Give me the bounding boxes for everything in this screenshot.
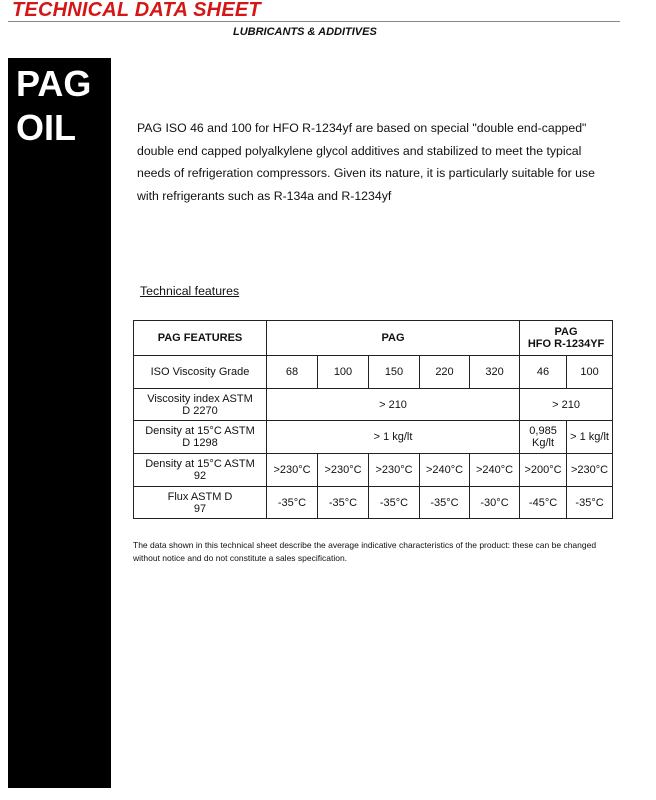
row-label [134, 421, 267, 454]
table-header-row [134, 321, 613, 356]
table-row [134, 487, 613, 519]
table-row [134, 454, 613, 487]
table-cell: >230°C [318, 454, 369, 487]
table-cell: >240°C [420, 454, 470, 487]
table-cell: >240°C [470, 454, 520, 487]
table-cell: >230°C [369, 454, 420, 487]
table-cell: >200°C [520, 454, 567, 487]
table-cell: 68 [267, 356, 318, 389]
header-cell-features: PAG FEATURES [134, 321, 267, 356]
row-label-line-1: Flux ASTM D [167, 490, 233, 503]
document-title: TECHNICAL DATA SHEET [12, 0, 261, 21]
row-label [134, 454, 267, 487]
document-subtitle: LUBRICANTS & ADDITIVES [233, 26, 377, 38]
table-cell: >230°C [267, 454, 318, 487]
section-heading-technical-features: Technical features [140, 284, 240, 298]
header-cell-hfo [520, 321, 613, 356]
row-label-line-2: 92 [193, 470, 207, 482]
row-label-line-1: Viscosity index ASTM [147, 392, 253, 405]
row-label [134, 487, 267, 519]
product-description: PAG ISO 46 and 100 for HFO R-1234yf are based on special "double end-capped" double end capped polyalkylene glycol additives and stabilized to meet the typical needs of refrigeration compressors. Given its nature, it is particularly suitable for use with refrigerants such as R-134a and R-1234yf [137, 121, 595, 203]
table-row [134, 421, 613, 454]
row-label: ISO Viscosity Grade [134, 356, 267, 389]
table-cell: 46 [520, 356, 567, 389]
table-cell: > 210 [520, 389, 613, 421]
row-label-line-2: 97 [193, 502, 207, 515]
table-cell: 320 [470, 356, 520, 389]
table-cell: -35°C [318, 487, 369, 519]
table-cell [520, 421, 567, 454]
table-row [134, 356, 613, 389]
row-label-line-1: Density at 15°C ASTM [145, 425, 255, 437]
cell-line-1: 0,985 [529, 425, 557, 437]
table-cell: -30°C [470, 487, 520, 519]
row-label [134, 389, 267, 421]
table-cell: -35°C [267, 487, 318, 519]
table-cell: > 1 kg/lt [567, 421, 613, 454]
header-cell-pag: PAG [267, 321, 520, 356]
table-cell: -35°C [567, 487, 613, 519]
row-label-line-2: D 2270 [182, 404, 218, 417]
product-side-bar [8, 58, 111, 788]
table-cell: 100 [318, 356, 369, 389]
product-name [16, 62, 91, 150]
disclaimer-text: The data shown in this technical sheet describe the average indicative characteristics of the product: these can be changed without notice and do not constitute a sales specification. [133, 540, 597, 563]
header-hfo-line-1: PAG [554, 326, 578, 338]
table-cell: > 210 [267, 389, 520, 421]
table-cell: 150 [369, 356, 420, 389]
cell-line-2: Kg/lt [532, 437, 555, 449]
header-hfo-line-2: HFO R-1234YF [527, 338, 605, 350]
product-name-line-1: PAG [16, 63, 92, 104]
technical-features-table [133, 320, 613, 519]
table-cell: -35°C [369, 487, 420, 519]
row-label-line-1: Density at 15°C ASTM [145, 458, 255, 470]
row-label-line-2: D 1298 [182, 437, 218, 449]
title-divider [8, 21, 620, 22]
table-cell: -35°C [420, 487, 470, 519]
table-row [134, 389, 613, 421]
table-cell: > 1 kg/lt [267, 421, 520, 454]
table-cell: 100 [567, 356, 613, 389]
product-name-line-2: OIL [16, 107, 76, 148]
table-cell: -45°C [520, 487, 567, 519]
table-cell: >230°C [567, 454, 613, 487]
table-cell: 220 [420, 356, 470, 389]
